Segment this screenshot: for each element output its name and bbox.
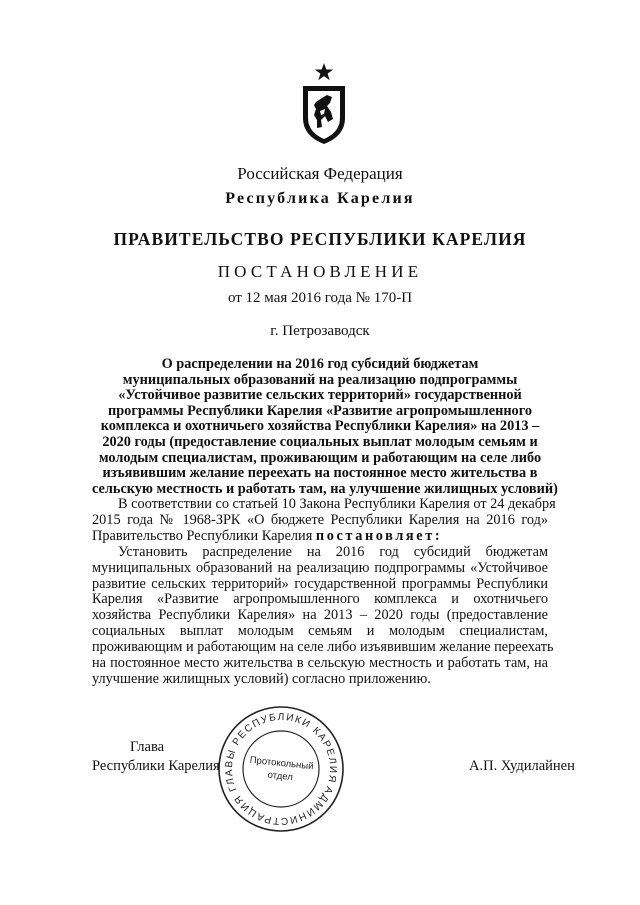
republic-name: Республика Карелия	[225, 190, 415, 207]
decree-title	[92, 356, 558, 497]
signature-title: Глава	[130, 739, 165, 755]
title-line: изъявившим желание переехать на постоянное место жительства в	[102, 465, 538, 482]
svg-text:АДМИНИСТРАЦИЯ ГЛАВЫ РЕСПУБЛИКИ	[215, 703, 347, 835]
title-line: комплекса и охотничьего хозяйства Республики Карелия» на 2013 –	[100, 418, 540, 435]
decree-body	[92, 496, 556, 688]
body-line: Карелия «Развитие агропромышленного комплекса и охотничьего	[92, 591, 548, 608]
decree-date: от 12 мая 2016 года № 170-П	[227, 290, 413, 306]
body-line: муниципальных образований на реализацию подпрограммы «Устойчивое	[92, 559, 548, 576]
title-line: «Устойчивое развитие сельских территорий» государственной	[118, 387, 522, 404]
preamble-tail-line	[92, 529, 548, 545]
preamble-line: В соответствии со статьей 10 Закона Республики Карелия от 24 декабря	[118, 496, 556, 512]
official-stamp	[215, 703, 347, 835]
federation-name: Российская Федерация	[237, 164, 403, 183]
decree-type: ПОСТАНОВЛЕНИЕ	[217, 262, 423, 281]
title-line: О распределении на 2016 год субсидий бюджетам	[161, 356, 479, 372]
government-title: ПРАВИТЕЛЬСТВО РЕСПУБЛИКИ КАРЕЛИЯ	[113, 229, 527, 249]
stamp-inner-line1: Протокольный	[249, 754, 314, 773]
body-line: проживающим и работающим на селе либо изъявившим желание переехать	[92, 639, 554, 656]
title-line: молодым специалистам, проживающим и работающим на селе либо	[98, 449, 542, 466]
title-line: муниципальных образований на реализацию подпрограммы	[122, 371, 518, 388]
signatory-name: А.П. Худилайнен	[469, 758, 575, 774]
title-line: программы Республики Карелия «Развитие агропромышленного	[107, 402, 532, 419]
coat-of-arms-emblem	[299, 62, 349, 146]
stamp-outer-text: АДМИНИСТРАЦИЯ ГЛАВЫ РЕСПУБЛИКИ КАРЕЛИЯ	[223, 711, 339, 827]
body-line: улучшение жилищных условий) согласно приложению.	[92, 670, 431, 687]
signature-republic: Республики Карелия	[92, 758, 220, 774]
body-line: Установить распределение на 2016 год субсидий бюджетам	[118, 543, 548, 560]
body-line: социальных выплат молодым семьям и молодым специалистам,	[92, 623, 548, 640]
preamble-tail: Правительство Республики Карелия	[92, 527, 313, 544]
title-line: сельскую местность и работать там, на улучшение жилищных условий)	[92, 480, 558, 497]
body-line: хозяйства Республики Карелия» на 2013 – 2020 годы (предоставление	[92, 607, 548, 624]
city: г. Петрозаводск	[270, 323, 370, 339]
body-line: развитие сельских территорий» государственной программы Республики	[92, 575, 548, 592]
decides-word: постановляет:	[315, 527, 443, 544]
preamble-line: 2015 года № 1968-ЗРК «О бюджете Республики Карелия на 2016 год»	[92, 511, 548, 528]
body-line: на постоянное место жительства в сельскую местность и работать там, на	[92, 655, 548, 672]
stamp-inner-line2: отдел	[267, 769, 294, 784]
title-line: 2020 годы (предоставление социальных выплат молодым семьям и	[102, 433, 538, 450]
